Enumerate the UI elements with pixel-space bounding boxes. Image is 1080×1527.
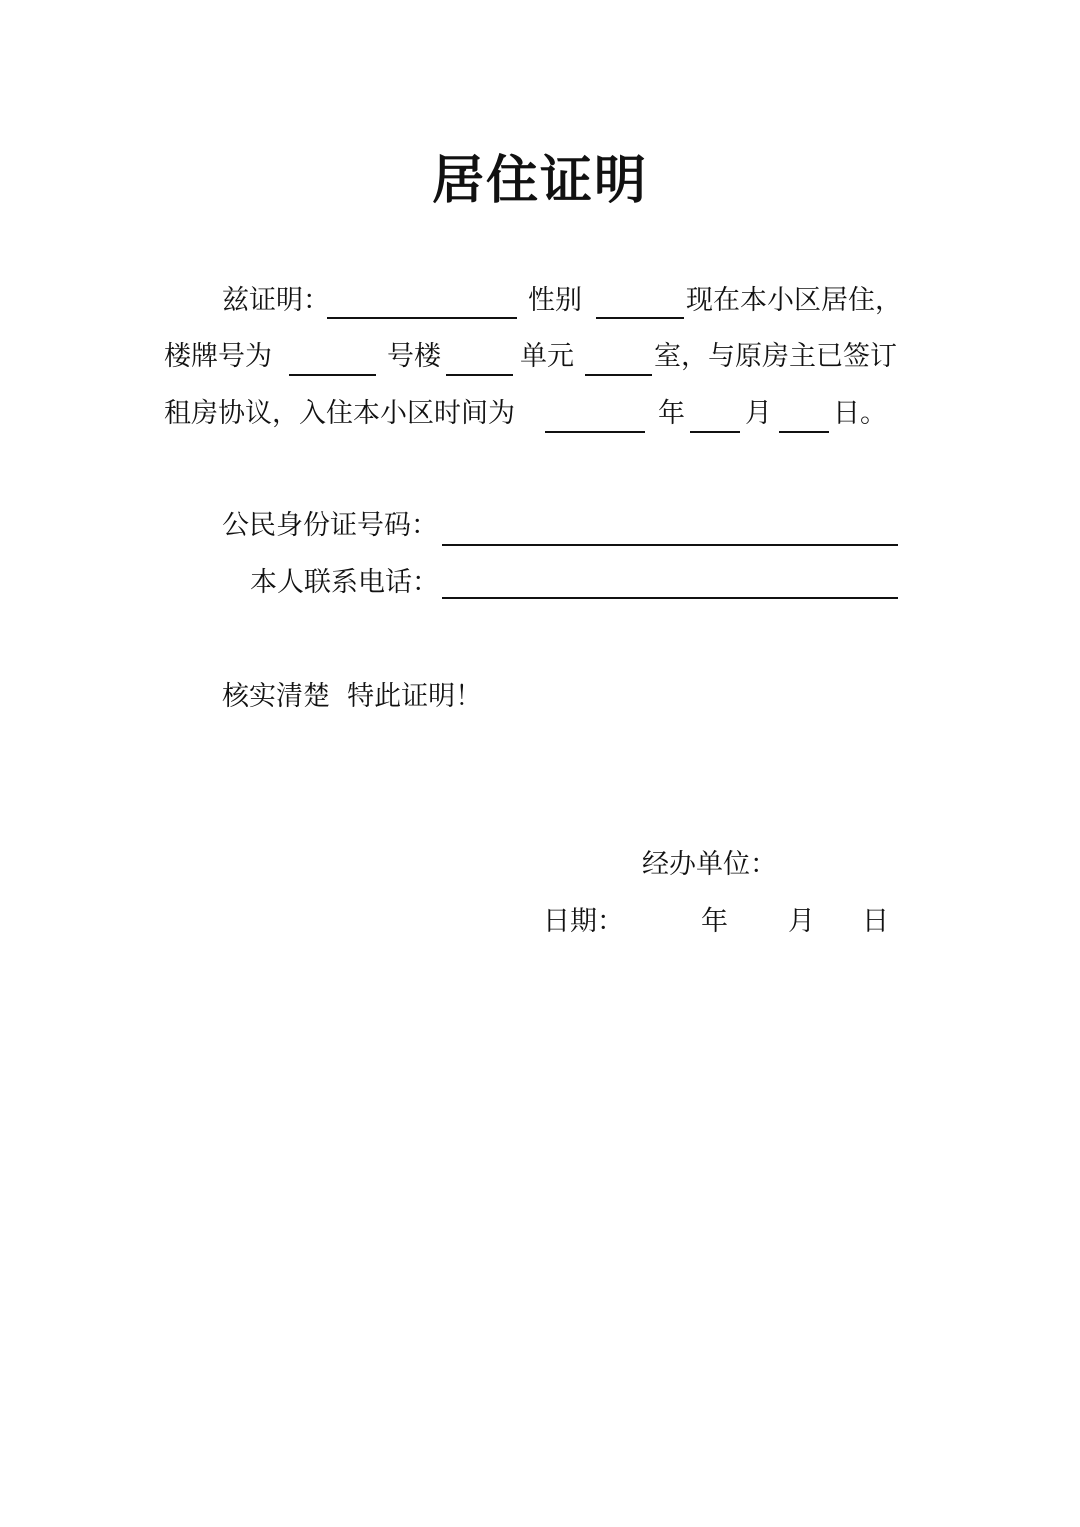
line1-suffix: 现在本小区居住， bbox=[686, 285, 902, 316]
gender-label: 性别 bbox=[528, 285, 582, 316]
house-number-blank[interactable] bbox=[289, 374, 376, 376]
building-label: 号楼 bbox=[387, 341, 441, 372]
id-number-label: 公民身份证号码： bbox=[222, 510, 438, 541]
year-label: 年 bbox=[658, 398, 685, 429]
page-title: 居住证明 bbox=[431, 151, 648, 211]
date-day-label: 日 bbox=[862, 906, 889, 937]
statement-text: 核实清楚 特此证明！ bbox=[222, 681, 483, 712]
line1-prefix: 兹证明： bbox=[222, 285, 330, 316]
unit-label: 单元 bbox=[520, 341, 574, 372]
line2-prefix: 楼牌号为 bbox=[164, 341, 272, 372]
phone-label: 本人联系电话： bbox=[250, 567, 439, 598]
name-blank[interactable] bbox=[327, 317, 517, 319]
date-label: 日期： bbox=[543, 906, 624, 937]
line2-suffix: 室，与原房主已签订 bbox=[654, 341, 897, 372]
date-year-label: 年 bbox=[701, 906, 728, 937]
line3-prefix: 租房协议，入住本小区时间为 bbox=[164, 398, 515, 429]
month-label: 月 bbox=[745, 398, 772, 429]
move-in-day-blank[interactable] bbox=[779, 431, 829, 433]
move-in-month-blank[interactable] bbox=[690, 431, 740, 433]
day-label: 日。 bbox=[833, 398, 887, 429]
move-in-year-blank[interactable] bbox=[545, 431, 645, 433]
building-blank[interactable] bbox=[446, 374, 513, 376]
date-month-label: 月 bbox=[788, 906, 815, 937]
gender-blank[interactable] bbox=[596, 317, 684, 319]
id-number-blank[interactable] bbox=[442, 544, 898, 546]
handling-org-label: 经办单位： bbox=[642, 849, 777, 880]
phone-blank[interactable] bbox=[442, 597, 898, 599]
unit-blank[interactable] bbox=[585, 374, 652, 376]
